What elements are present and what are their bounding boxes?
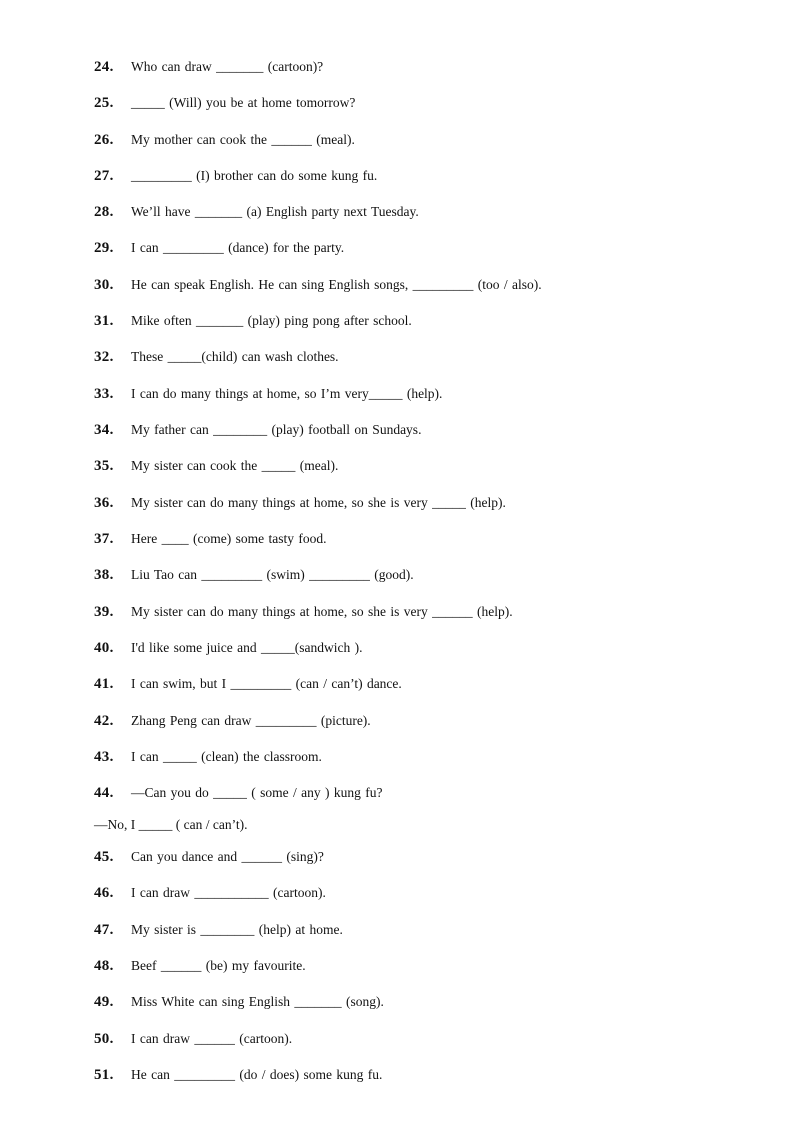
question-number: 42. xyxy=(94,713,114,729)
question-text: My sister can do many things at home, so she is very _____ (help). xyxy=(131,495,506,510)
question-text: My father can ________ (play) football on Sundays. xyxy=(131,422,422,437)
question-number: 49. xyxy=(94,994,114,1010)
question-35 xyxy=(94,454,338,478)
question-number: 35. xyxy=(94,458,114,474)
question-number: 44. xyxy=(94,785,114,801)
question-number: 32. xyxy=(94,349,114,365)
question-text: I can _____ (clean) the classroom. xyxy=(131,749,322,764)
question-44 xyxy=(94,781,382,805)
question-number: 24. xyxy=(94,59,114,75)
question-27 xyxy=(94,164,377,188)
question-text: We’ll have _______ (a) English party next Tuesday. xyxy=(131,204,419,219)
question-text: I can draw ___________ (cartoon). xyxy=(131,885,326,900)
question-number: 41. xyxy=(94,676,114,692)
question-text: Here ____ (come) some tasty food. xyxy=(131,531,327,546)
question-text: Miss White can sing English _______ (song). xyxy=(131,994,384,1009)
question-number: 29. xyxy=(94,240,114,256)
question-33 xyxy=(94,382,442,406)
question-32 xyxy=(94,345,339,369)
question-text: I can draw ______ (cartoon). xyxy=(131,1031,293,1046)
question-number: 33. xyxy=(94,386,114,402)
question-47 xyxy=(94,918,343,942)
question-text: Liu Tao can _________ (swim) _________ (good). xyxy=(131,567,414,582)
question-number: 30. xyxy=(94,277,114,293)
question-text: I can _________ (dance) for the party. xyxy=(131,240,345,255)
question-26 xyxy=(94,128,355,152)
question-number: 37. xyxy=(94,531,114,547)
question-number: 50. xyxy=(94,1031,114,1047)
question-40 xyxy=(94,636,363,660)
question-text: My sister is ________ (help) at home. xyxy=(131,922,343,937)
question-number: 43. xyxy=(94,749,114,765)
question-number: 26. xyxy=(94,132,114,148)
question-number: 27. xyxy=(94,168,114,184)
question-31 xyxy=(94,309,412,333)
question-37 xyxy=(94,527,326,551)
question-number: 25. xyxy=(94,95,114,111)
question-49 xyxy=(94,990,384,1014)
question-text: He can _________ (do / does) some kung fu. xyxy=(131,1067,383,1082)
question-text: I'd like some juice and _____(sandwich ). xyxy=(131,640,363,655)
question-text: My mother can cook the ______ (meal). xyxy=(131,132,355,147)
question-number: 38. xyxy=(94,567,114,583)
question-38 xyxy=(94,563,414,587)
question-46 xyxy=(94,881,326,905)
question-number: 47. xyxy=(94,922,114,938)
question-text: Beef ______ (be) my favourite. xyxy=(131,958,306,973)
question-text: I can swim, but I _________ (can / can’t) dance. xyxy=(131,676,402,691)
question-24 xyxy=(94,55,323,79)
question-text: My sister can do many things at home, so she is very ______ (help). xyxy=(131,604,513,619)
question-number: 31. xyxy=(94,313,114,329)
question-text: Who can draw _______ (cartoon)? xyxy=(131,59,324,74)
question-number: 28. xyxy=(94,204,114,220)
question-number: 40. xyxy=(94,640,114,656)
question-30 xyxy=(94,273,542,297)
question-number: 48. xyxy=(94,958,114,974)
question-text: _________ (I) brother can do some kung fu. xyxy=(131,168,378,183)
question-25 xyxy=(94,91,355,115)
question-number: 34. xyxy=(94,422,114,438)
question-29 xyxy=(94,236,344,260)
question-number: 39. xyxy=(94,604,114,620)
question-text: _____ (Will) you be at home tomorrow? xyxy=(131,95,356,110)
question-48 xyxy=(94,954,306,978)
question-45 xyxy=(94,845,324,869)
question-34 xyxy=(94,418,421,442)
question-number: 46. xyxy=(94,885,114,901)
question-text: —Can you do _____ ( some / any ) kung fu? xyxy=(131,785,383,800)
question-43 xyxy=(94,745,322,769)
question-51 xyxy=(94,1063,382,1087)
question-39 xyxy=(94,600,513,624)
question-text: Mike often _______ (play) ping pong after school. xyxy=(131,313,412,328)
question-44-answer-line: —No, I _____ ( can / can’t). xyxy=(94,817,248,832)
question-text: My sister can cook the _____ (meal). xyxy=(131,458,339,473)
question-36 xyxy=(94,491,506,515)
question-text: I can do many things at home, so I’m very_____ (help). xyxy=(131,386,443,401)
question-28 xyxy=(94,200,419,224)
question-number: 45. xyxy=(94,849,114,865)
question-text: Can you dance and ______ (sing)? xyxy=(131,849,324,864)
question-text: He can speak English. He can sing English songs, _________ (too / also). xyxy=(131,277,542,292)
question-50 xyxy=(94,1027,292,1051)
question-text: These _____(child) can wash clothes. xyxy=(131,349,339,364)
question-number: 36. xyxy=(94,495,114,511)
question-number: 51. xyxy=(94,1067,114,1083)
question-text: Zhang Peng can draw _________ (picture). xyxy=(131,713,371,728)
question-41 xyxy=(94,672,402,696)
question-42 xyxy=(94,709,371,733)
